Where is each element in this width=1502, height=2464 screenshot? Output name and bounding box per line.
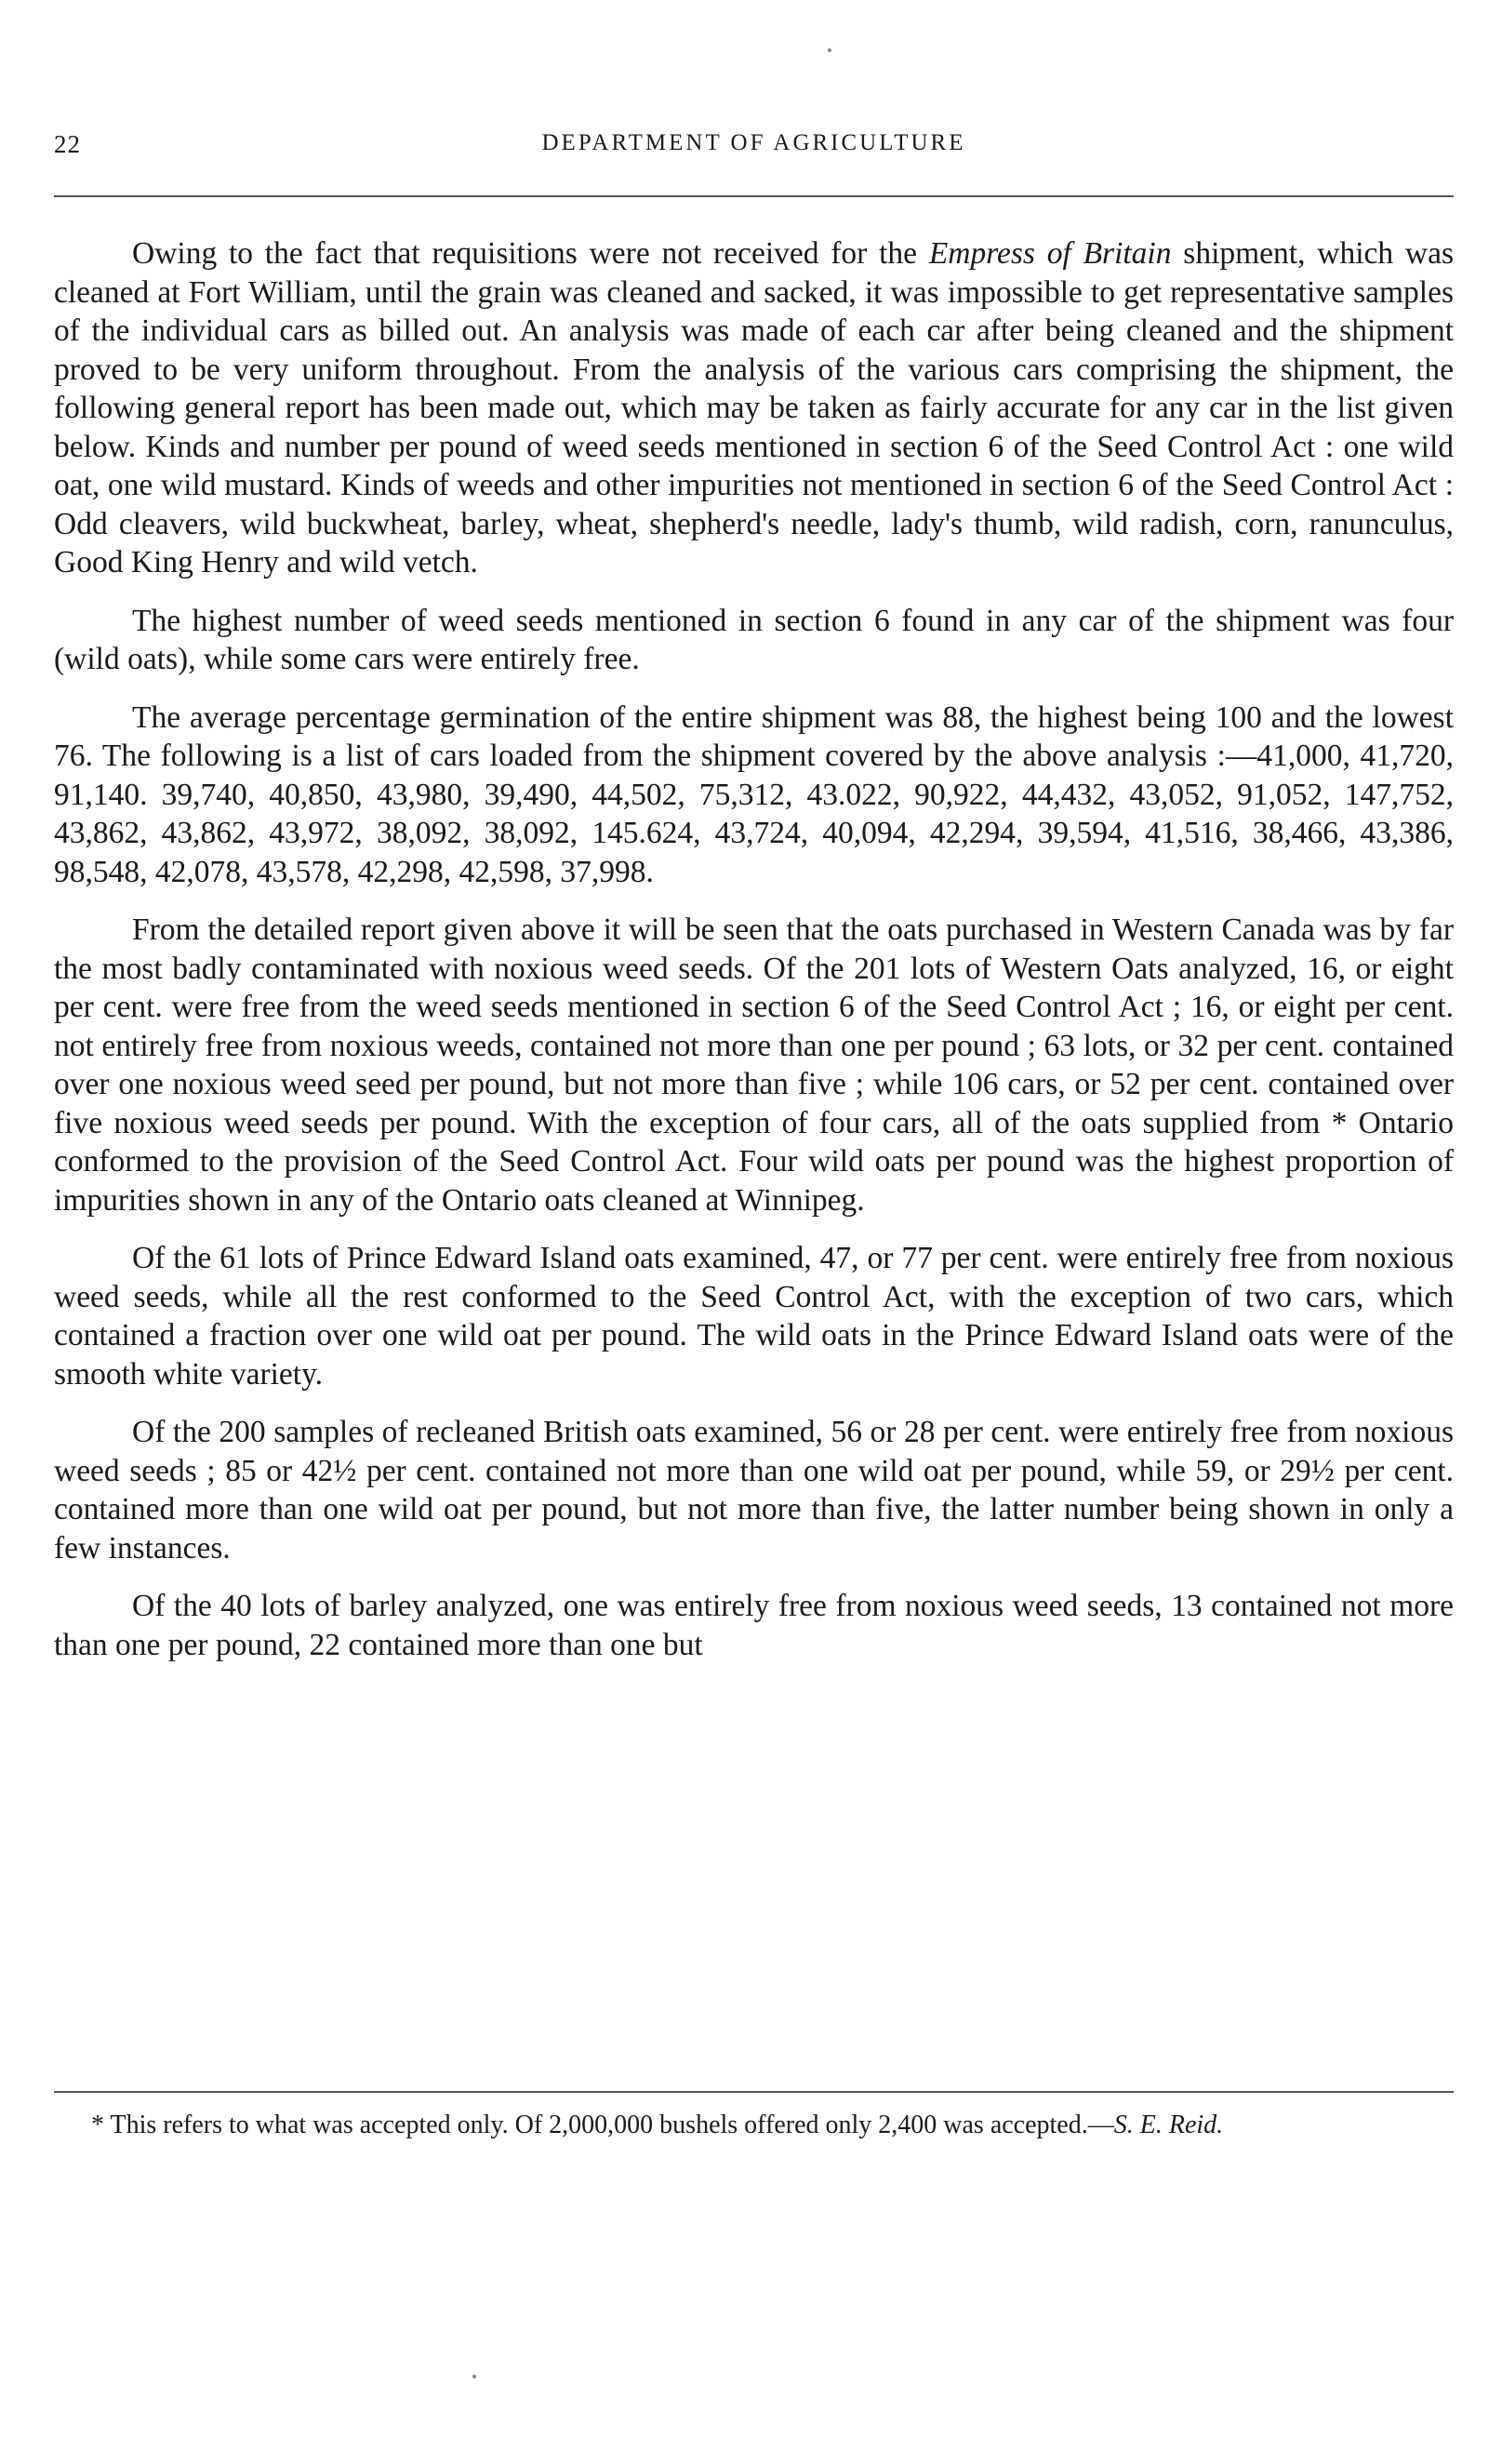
paragraph-7: Of the 40 lots of barley analyzed, one was entirely free from noxious weed seeds, 13 contained not more than one per pound, 22 contained more than one but: [54, 1589, 1454, 1662]
page-number: 22: [54, 130, 81, 158]
scan-speck: [828, 48, 831, 52]
scan-speck: [472, 2375, 476, 2378]
footnote-text: * This refers to what was accepted only. Of 2,000,000 bushels offered only 2,400 was accepted.—: [91, 2111, 1114, 2139]
ship-name: Empress of Britain: [928, 236, 1172, 271]
footnote-signature: S. E. Reid.: [1113, 2111, 1224, 2139]
running-head: DEPARTMENT OF AGRICULTURE: [541, 130, 966, 155]
header-rule: [54, 195, 1454, 197]
footnote-rule: [54, 2091, 1454, 2093]
paragraph-1: [54, 234, 1454, 582]
paragraph-3: The average percentage germination of the entire shipment was 88, the highest being 100 and the lowest 76. The following is a list of cars loaded from the shipment covered by the above analysis :—41,000, 41,720, 91,140. 39,740, 40,850, 43,980, 39,490, 44,502, 75,312, 43.022, 90,922, 44,432, 43,052, 91,052, 147,752, 43,862, 43,862, 43,972, 38,092, 38,092, 145.624, 43,724, 40,094, 42,294, 39,594, 41,516, 38,466, 43,386, 98,548, 42,078, 43,578, 42,298, 42,598, 37,998.: [54, 699, 1454, 889]
main-text: [54, 234, 1454, 1664]
paragraph-1-lead: Owing to the fact that requisitions were not received for the: [132, 236, 929, 271]
paragraph-1-rest: shipment, which was cleaned at Fort William, until the grain was cleaned and sacked, it was impossible to get representative samples of the individual cars as billed out. An analysis was made of each car after being cleaned and the shipment proved to be very uniform throughout. From the analysis of the various cars comprising the shipment, the following general report has been made out, which may be taken as fairly accurate for any car in the list given below. Kinds and number per pound of weed seeds mentioned in section 6 of the Seed Control Act : one wild oat, one wild mustard. Kinds of weeds and other impurities not mentioned in section 6 of the Seed Control Act : Odd cleavers, wild buckwheat, barley, wheat, shepherd's needle, lady's thumb, wild radish, corn, ranunculus, Good King Henry and wild vetch.: [54, 236, 1455, 579]
page-header: [54, 130, 1454, 167]
footnote: [54, 2110, 1454, 2141]
paragraph-5: Of the 61 lots of Prince Edward Island oats examined, 47, or 77 per cent. were entirely free from noxious weed seeds, while all the rest conformed to the Seed Control Act, with the exception of two cars, which contained a fraction over one wild oat per pound. The wild oats in the Prince Edward Island oats were of the smooth white variety.: [54, 1241, 1454, 1392]
paragraph-6: Of the 200 samples of recleaned British oats examined, 56 or 28 per cent. were entirely free from noxious weed seeds ; 85 or 42½ per cent. contained not more than one wild oat per pound, while 59, or 29½ per cent. contained more than one wild oat per pound, but not more than five, the latter number being shown in only a few instances.: [54, 1415, 1454, 1565]
paragraph-4: From the detailed report given above it will be seen that the oats purchased in Western Canada was by far the most badly contaminated with noxious weed seeds. Of the 201 lots of Western Oats analyzed, 16, or eight per cent. were free from the weed seeds mentioned in section 6 of the Seed Control Act ; 16, or eight per cent. not entirely free from noxious weeds, contained not more than one per pound ; 63 lots, or 32 per cent. contained over one noxious weed seed per pound, but not more than five ; while 106 cars, or 52 per cent. contained over five noxious weed seeds per pound. With the exception of four cars, all of the oats supplied from * Ontario conformed to the provision of the Seed Control Act. Four wild oats per pound was the highest proportion of impurities shown in any of the Ontario oats cleaned at Winnipeg.: [54, 912, 1454, 1218]
paragraph-2: The highest number of weed seeds mentioned in section 6 found in any car of the shipment was four (wild oats), while some cars were entirely free.: [54, 603, 1454, 676]
